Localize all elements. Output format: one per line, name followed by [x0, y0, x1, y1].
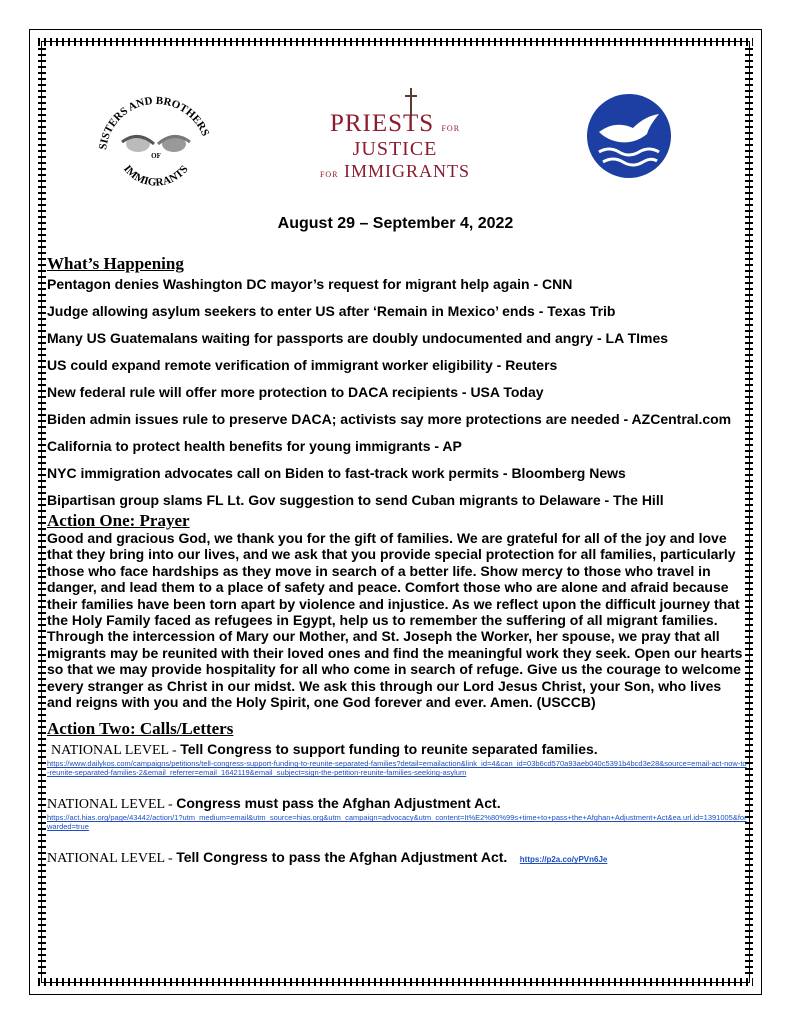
priests-for-justice-logo: PRIESTS FOR JUSTICE FOR IMMIGRANTS: [319, 110, 471, 181]
call-link[interactable]: https://p2a.co/yPVn6Je: [519, 855, 608, 865]
news-item[interactable]: Bipartisan group slams FL Lt. Gov suggestion to send Cuban migrants to Delaware - The Hill: [47, 492, 664, 508]
prayer-text: Good and gracious God, we thank you for the gift of families. We are grateful for all of the joy and love that they bring into our lives, and we ask that you provide special protection for all families, particularly those who face hardships as they move in search of a better life. Show mercy to those who travel in danger, and lead them to a place of safety and peace. Comfort those who are alone and afraid because their families have been torn apart by violence and injustice. As we reflect upon the difficult journey that the Holy Family faced as refugees in Egypt, help us to remember the suffering of all migrant families. Through the intercession of Mary our Mother, and St. Joseph the Worker, her spouse, we pray that all migrants may be reunited with their loved ones and find the meaningful work they seek. Open our hearts so that we may provide hospitality for all who come in search of refuge. Give us the courage to welcome every stranger as Christ in our midst. We ask this through our Lord Jesus Christ, your Son, who lives and reigns with you and the Holy Spirit, one God forever and ever. Amen. (USCCB): [47, 530, 743, 711]
news-item[interactable]: Biden admin issues rule to preserve DACA; activists say more protections are needed - AZCentral.com: [47, 411, 732, 427]
news-item[interactable]: New federal rule will offer more protection to DACA recipients - USA Today: [47, 384, 544, 400]
call-link[interactable]: https://act.hias.org/page/43442/action/1?utm_medium=email&utm_source=hias.org&utm_campaign=advocacy&utm_content=It%E2%80%99s+time+to+pass+the+Afghan+Adjustment+Act&ea.url.id=1391005&forwarded=true: [47, 813, 747, 832]
news-list: [47, 276, 747, 508]
dove-logo: [585, 92, 673, 180]
action-one-heading: Action One: Prayer: [47, 511, 190, 530]
news-item[interactable]: Pentagon denies Washington DC mayor’s request for migrant help again - CNN: [47, 276, 573, 292]
call-item: [47, 795, 747, 831]
news-item[interactable]: Many US Guatemalans waiting for passports are doubly undocumented and angry - LA TImes: [47, 330, 669, 346]
news-item[interactable]: Judge allowing asylum seekers to enter US after ‘Remain in Mexico’ ends - Texas Trib: [47, 303, 616, 319]
whats-happening-heading: What’s Happening: [47, 254, 184, 273]
call-item: [47, 741, 747, 777]
call-message: Tell Congress to pass the Afghan Adjustment Act.: [176, 849, 508, 866]
svg-text:IMMIGRANTS: IMMIGRANTS: [121, 163, 191, 189]
call-link[interactable]: https://www.dailykos.com/campaigns/petitions/tell-congress-support-funding-to-reunite-separated-families?detail=emailaction&link_id=4&can_id=03b6cd570a93aeb040c5391b4bcd3e28&source=email-act-now-to-reunite-separated-families-2&email_referrer=email_1642119&email_subject=sign-the-petition-reunite-families-seeking-asylum: [47, 759, 747, 778]
date-range: August 29 – September 4, 2022: [277, 215, 514, 232]
call-level: NATIONAL LEVEL -: [47, 797, 177, 813]
svg-text:SISTERS AND BROTHERS: SISTERS AND BROTHERS: [97, 94, 212, 151]
main-content: [47, 255, 747, 867]
news-item[interactable]: US could expand remote verification of immigrant worker eligibility - Reuters: [47, 357, 558, 373]
svg-text:OF: OF: [151, 152, 161, 160]
call-message: Congress must pass the Afghan Adjustment Act.: [176, 795, 501, 812]
news-item[interactable]: NYC immigration advocates call on Biden to fast-track work permits - Bloomberg News: [47, 465, 626, 481]
action-two-heading: Action Two: Calls/Letters: [47, 719, 234, 739]
call-level: NATIONAL LEVEL -: [51, 743, 181, 759]
call-item: [47, 849, 747, 867]
sisters-brothers-logo: [92, 92, 220, 200]
call-level: NATIONAL LEVEL -: [47, 851, 177, 867]
call-message: Tell Congress to support funding to reunite separated families.: [180, 741, 598, 758]
news-item[interactable]: California to protect health benefits for young immigrants - AP: [47, 438, 462, 454]
